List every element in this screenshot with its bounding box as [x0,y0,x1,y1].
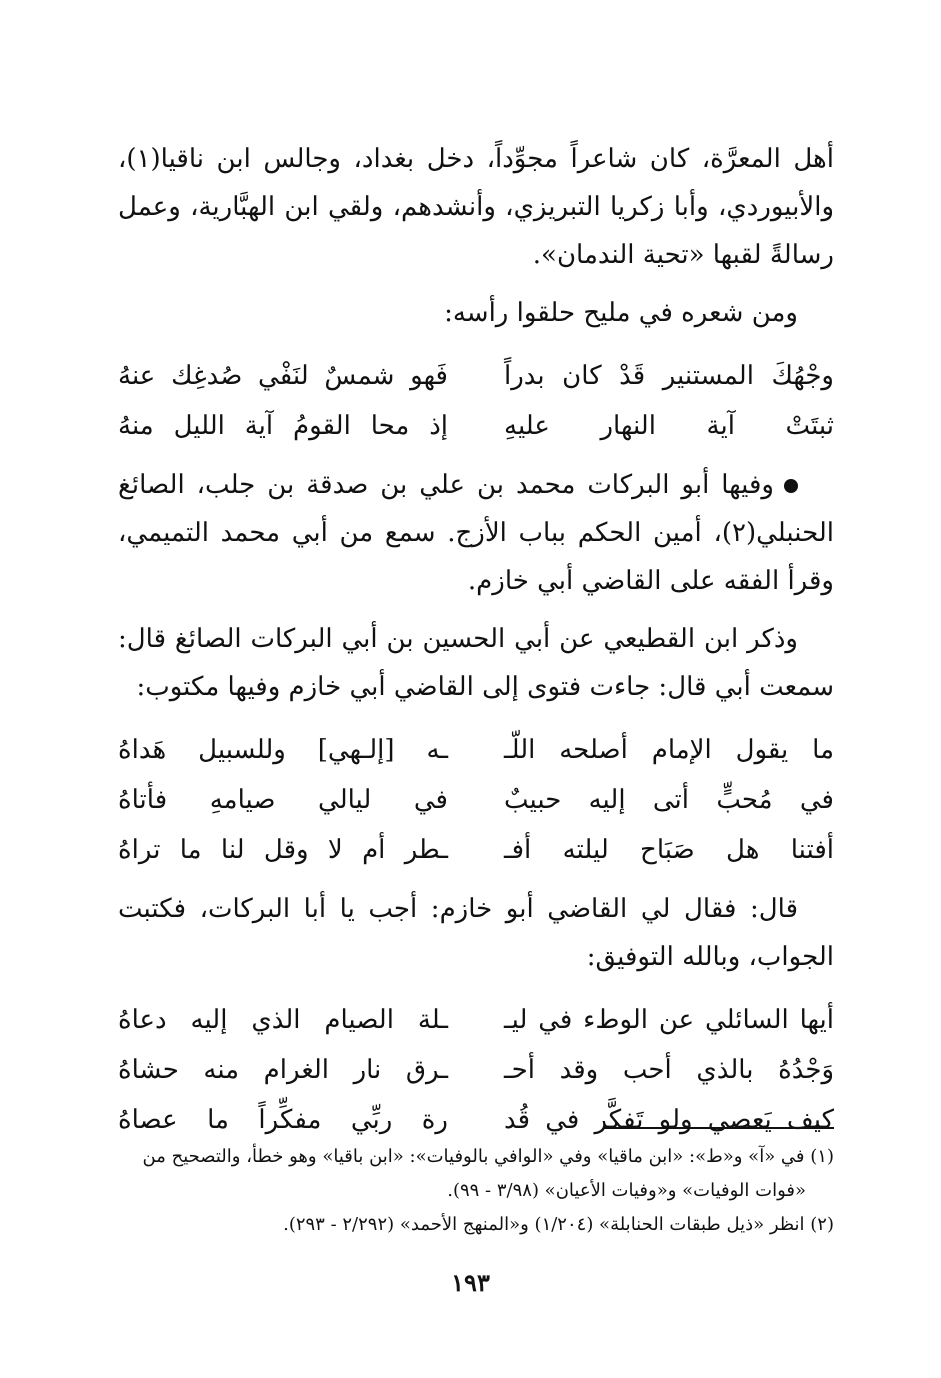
main-text [118,135,834,1155]
footnotes [118,1140,834,1242]
paragraph-5: قال: فقال لي القاضي أبو خازم: أجب يا أبا البركات، فكتبت الجواب، وبالله التوفيق: [118,894,834,972]
verse-hemistich-right: وجْهُكَ المستنير قَدْ كان بدراً [504,361,834,391]
verse-line [118,825,834,875]
verse-hemistich-left: ـه [إلـهي] وللسبيل هَداهُ [118,735,448,765]
verse-hemistich-right: وَجْدُهُ بالذي أحب وقد أحـ [504,1055,834,1085]
verse-hemistich-right: أيها السائلي عن الوطء في ليـ [504,1005,834,1035]
verse-hemistich-left: في ليالي صيامهِ فأتاهُ [118,785,448,815]
verse-block-2 [118,725,834,875]
page-number: ١٩٣ [451,1268,490,1297]
verse-line [118,1095,834,1145]
verse-hemistich-right: ثبتَتْ آية النهار عليهِ [504,411,834,441]
verse-hemistich-left: ـلة الصيام الذي إليه دعاهُ [118,1005,448,1035]
paragraph-3-text: وفيها أبو البركات محمد بن علي بن صدقة بن جلب، الصائغ الحنبلي(٢)، أمين الحكم بباب الأزج. سمع من أبي محمد التميمي، وقرأ الفقه على القاضي أبي خازم. [118,470,834,596]
verse-hemistich-left: فَهو شمسٌ لنَفْي صُدغِك عنهُ [118,361,448,391]
verse-line [118,775,834,825]
paragraph-3 [118,461,834,605]
footnote-1: (١) في «آ» و«ط»: «ابن ماقيا» وفي «الوافي بالوفيات»: «ابن باقيا» وهو خطأ، والتصحيح من [142,1146,834,1167]
verse-block-3 [118,995,834,1145]
paragraph-1: أهل المعرَّة، كان شاعراً مجوِّداً، دخل بغداد، وجالس ابن ناقيا(١)، والأبيوردي، وأبا زكريا التبريزي، وأنشدهم، ولقي ابن الهبَّارية، وعمل رسالةً لقبها «تحية الندمان». [118,144,834,270]
footnote-2: (٢) انظر «ذيل طبقات الحنابلة» (١/٢٠٤) و«المنهج الأحمد» (٢/٢٩٢ - ٢٩٣). [283,1214,834,1235]
paragraph-2: ومن شعره في مليح حلقوا رأسه: [444,298,798,328]
verse-line [118,1045,834,1095]
verse-line [118,351,834,401]
verse-hemistich-left: ـطر أم لا وقل لنا ما تراهُ [118,835,448,865]
verse-hemistich-left: ـرق نار الغرام منه حشاهُ [118,1055,448,1085]
verse-line [118,401,834,451]
verse-block-1 [118,351,834,451]
footnote-divider [604,1127,834,1129]
bullet-icon [784,479,798,493]
footnote-1-continuation: «فوات الوفيات» و«وفيات الأعيان» (٣/٩٨ - ٩٩). [447,1180,806,1201]
verse-hemistich-right: ما يقول الإمام أصلحه اللّـ [504,735,834,765]
paragraph-4: وذكر ابن القطيعي عن أبي الحسين بن أبي البركات الصائغ قال: سمعت أبي قال: جاءت فتوى إلى القاضي أبي خازم وفيها مكتوب: [118,624,834,702]
verse-hemistich-right: في مُحبٍّ أتى إليه حبيبٌ [504,785,834,815]
verse-line [118,725,834,775]
verse-hemistich-right: أفتنا هل صَبَاح ليلته أفـ [504,835,834,865]
verse-hemistich-left: إذ محا القومُ آية الليل منهُ [118,411,448,441]
verse-hemistich-left: رة ربِّي مفكِّراً ما عصاهُ [118,1105,448,1135]
verse-hemistich-right: كيف يَعصي ولو تَفكَّر في قُد [504,1105,834,1135]
verse-line [118,995,834,1045]
